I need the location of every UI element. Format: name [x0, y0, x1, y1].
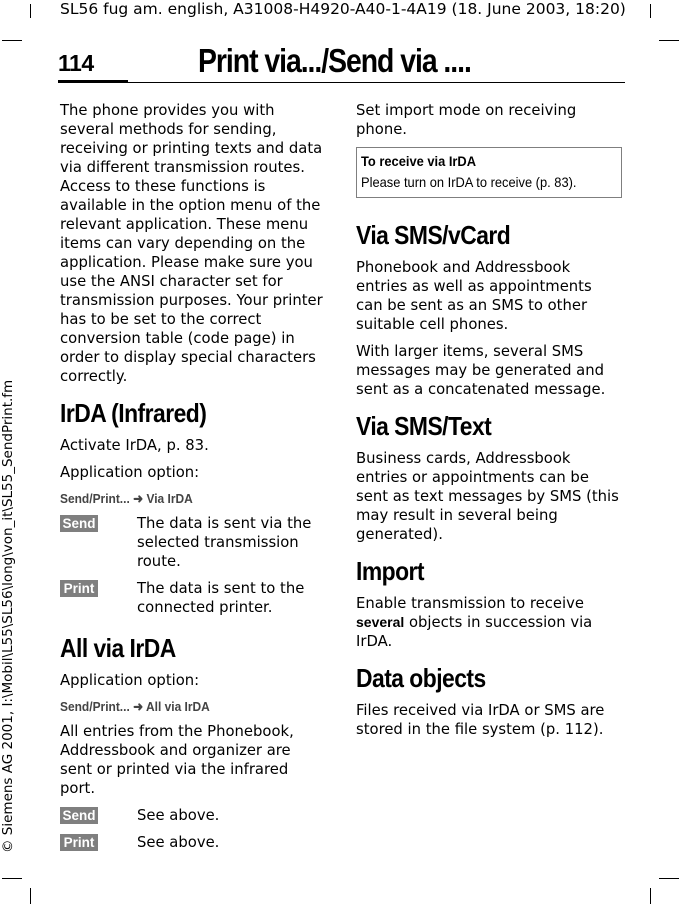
page-title: Print via.../Send via ....	[198, 42, 471, 79]
data-objects-heading: Data objects	[356, 663, 486, 693]
right-column	[356, 101, 622, 747]
option-description: See above.	[137, 807, 220, 824]
send-softkey: Send	[60, 807, 98, 824]
option-row	[60, 514, 326, 571]
all-via-irda-menu-path: Send/Print... ➜ All via IrDA	[60, 699, 210, 714]
data-objects-para: Files received via IrDA or SMS are stored in the file system (p. 112).	[356, 702, 605, 738]
crop-mark	[659, 878, 679, 879]
crop-mark	[30, 888, 31, 904]
sms-text-para: Business cards, Addressbook entries or appointments can be sent as text messages by SMS (this may result in several being generated).	[356, 450, 619, 543]
copyright-side-text: © Siemens AG 2001, I:\Mobil\L55\SL56\long\von_it\SL55_SendPrint.fm	[0, 379, 16, 853]
sms-text-heading: Via SMS/Text	[356, 411, 492, 441]
option-description: The data is sent to the connected printer.	[137, 580, 305, 616]
crop-mark	[650, 4, 651, 18]
option-row	[60, 579, 326, 617]
file-info-line: SL56 fug am. english, A31008-H4920-A40-1-4A19 (18. June 2003, 18:20)	[60, 0, 626, 18]
import-para	[356, 594, 622, 651]
all-via-irda-app-option-label: Application option:	[60, 672, 200, 689]
irda-activate-text: Activate IrDA, p. 83.	[60, 437, 209, 454]
header-rule	[58, 82, 625, 83]
receive-box-text: Please turn on IrDA to receive (p. 83).	[361, 174, 577, 190]
receive-box-title: To receive via IrDA	[361, 153, 477, 169]
option-row	[60, 806, 326, 825]
intro-paragraph: The phone provides you with several methods for sending, receiving or printing texts and data via different transmission routes. Access to these functions is available in the option menu of the relevant application. These menu items can vary depending on the application. Please make sure you use the ANSI character set for transmission purposes. Your printer has to be set to the correct conversion table (code page) in order to display special characters correctly.	[60, 102, 323, 385]
irda-menu-path: Send/Print... ➜ Via IrDA	[60, 491, 193, 506]
crop-mark	[2, 878, 22, 879]
irda-app-option-label: Application option:	[60, 464, 200, 481]
option-description: The data is sent via the selected transmission route.	[137, 515, 312, 570]
print-softkey: Print	[60, 834, 98, 851]
receive-info-box	[356, 147, 622, 198]
all-via-irda-heading: All via IrDA	[60, 633, 176, 663]
crop-mark	[650, 888, 651, 904]
option-row	[60, 833, 326, 852]
import-mode-text: Set import mode on receiving phone.	[356, 102, 577, 138]
sms-vcard-heading: Via SMS/vCard	[356, 220, 511, 250]
option-description: See above.	[137, 834, 220, 851]
sms-vcard-para1: Phonebook and Addressbook entries as well as appointments can be sent as an SMS to other suitable cell phones.	[356, 259, 592, 333]
send-softkey: Send	[60, 515, 98, 532]
all-via-irda-body: All entries from the Phonebook, Addressbook and organizer are sent or printed via the infrared port.	[60, 723, 294, 797]
sms-vcard-para2: With larger items, several SMS messages may be generated and sent as a concatenated message.	[356, 343, 606, 398]
print-softkey: Print	[60, 580, 98, 597]
import-text-before: Enable transmission to receive	[356, 595, 584, 612]
import-heading: Import	[356, 556, 425, 586]
import-text-after: objects in succession via IrDA.	[356, 614, 593, 650]
crop-mark	[659, 40, 679, 41]
import-bold-word: several	[356, 614, 405, 630]
left-column	[60, 101, 326, 860]
page-number: 114	[58, 50, 94, 76]
crop-mark	[30, 4, 31, 18]
page-number-rule	[58, 80, 128, 83]
crop-mark	[2, 40, 22, 41]
irda-heading: IrDA (Infrared)	[60, 398, 207, 428]
